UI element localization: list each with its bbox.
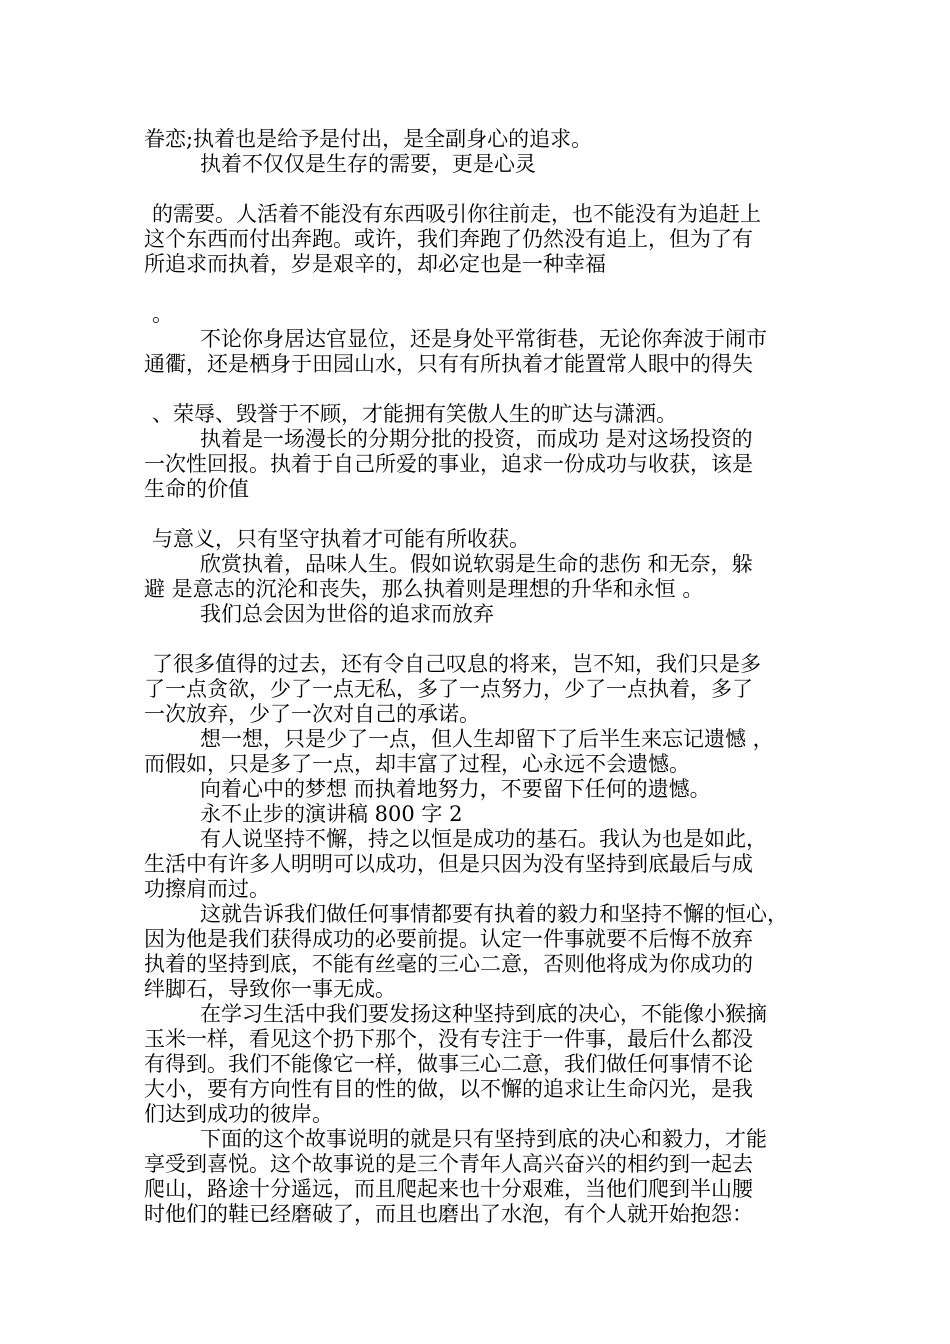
text-line: 通衢，还是栖身于田园山水，只有有所执着才能置常人眼中的得失 (144, 352, 753, 376)
text-line: 绊脚石，导致你一事无成。 (144, 977, 396, 1001)
text-line: 我们总会因为世俗的追求而放弃 (200, 602, 494, 626)
text-line: 的需要。人活着不能没有东西吸引你往前走，也不能没有为追赶上 (152, 202, 761, 226)
text-line: 。 (152, 302, 173, 326)
text-line: 执着不仅仅是生存的需要，更是心灵 (200, 152, 536, 176)
text-line: 玉米一样，看见这个扔下那个，没有专注于一件事，最后什么都没 (144, 1027, 753, 1051)
text-line: 们达到成功的彼岸。 (144, 1102, 333, 1126)
text-line: 有人说坚持不懈，持之以恒是成功的基石。我认为也是如此， (200, 827, 767, 851)
text-line: 这个东西而付出奔跑。或许，我们奔跑了仍然没有追上，但为了有 (144, 227, 753, 251)
text-line: 享受到喜悦。这个故事说的是三个青年人高兴奋兴的相约到一起去 (144, 1152, 753, 1176)
text-line: 不论你身居达官显位，还是身处平常街巷，无论你奔波于闹市 (200, 327, 767, 351)
text-line: 了一点贪欲，少了一点无私，多了一点努力，少了一点执着，多了 (144, 677, 753, 701)
text-line: 、荣辱、毁誉于不顾，才能拥有笑傲人生的旷达与潇洒。 (152, 402, 677, 426)
text-line: 与意义，只有坚守执着才可能有所收获。 (152, 527, 530, 551)
section-heading: 永不止步的演讲稿 800 字 2 (200, 802, 463, 826)
text-line: 这就告诉我们做任何事情都要有执着的毅力和坚持不懈的恒心， (200, 902, 788, 926)
text-line: 执着是一场漫长的分期分批的投资，而成功 是对这场投资的 (200, 427, 753, 451)
text-line: 一次性回报。执着于自己所爱的事业，追求一份成功与收获，该是 (144, 452, 753, 476)
text-line: 有得到。我们不能像它一样，做事三心二意，我们做任何事情不论 (144, 1052, 753, 1076)
text-line: 想一想，只是少了一点，但人生却留下了后半生来忘记遗憾 ， (200, 727, 774, 751)
text-line: 避 是意志的沉沦和丧失，那么执着则是理想的升华和永恒 。 (144, 577, 704, 601)
text-line: 大小，要有方向性有目的性的做，以不懈的追求让生命闪光，是我 (144, 1077, 753, 1101)
text-line: 而假如，只是多了一点，却丰富了过程，心永远不会遗憾。 (144, 752, 690, 776)
text-line: 所追求而执着，岁是艰辛的，却必定也是一种幸福 (144, 252, 606, 276)
text-line: 因为他是我们获得成功的必要前提。认定一件事就要不后悔不放弃 (144, 927, 753, 951)
text-line: 在学习生活中我们要发扬这种坚持到底的决心，不能像小猴摘 (200, 1002, 767, 1026)
text-line: 生命的价值 (144, 477, 249, 501)
text-line: 生活中有许多人明明可以成功，但是只因为没有坚持到底最后与成 (144, 852, 753, 876)
text-line: 了很多值得的过去，还有令自己叹息的将来，岂不知，我们只是多 (152, 652, 761, 676)
text-line: 向着心中的梦想 而执着地努力，不要留下任何的遗憾。 (200, 777, 711, 801)
text-line: 功擦肩而过。 (144, 877, 270, 901)
text-line: 时他们的鞋已经磨破了，而且也磨出了水泡，有个人就开始抱怨： (144, 1202, 753, 1226)
text-line: 眷恋;执着也是给予是付出，是全副身心的追求。 (144, 127, 593, 151)
text-line: 执着的坚持到底，不能有丝毫的三心二意，否则他将成为你成功的 (144, 952, 753, 976)
text-line: 欣赏执着，品味人生。假如说软弱是生命的悲伤 和无奈，躲 (200, 552, 753, 576)
text-line: 一次放弃，少了一次对自己的承诺。 (144, 702, 480, 726)
text-line: 下面的这个故事说明的就是只有坚持到底的决心和毅力，才能 (200, 1127, 767, 1151)
text-line: 爬山，路途十分遥远，而且爬起来也十分艰难，当他们爬到半山腰 (144, 1177, 753, 1201)
